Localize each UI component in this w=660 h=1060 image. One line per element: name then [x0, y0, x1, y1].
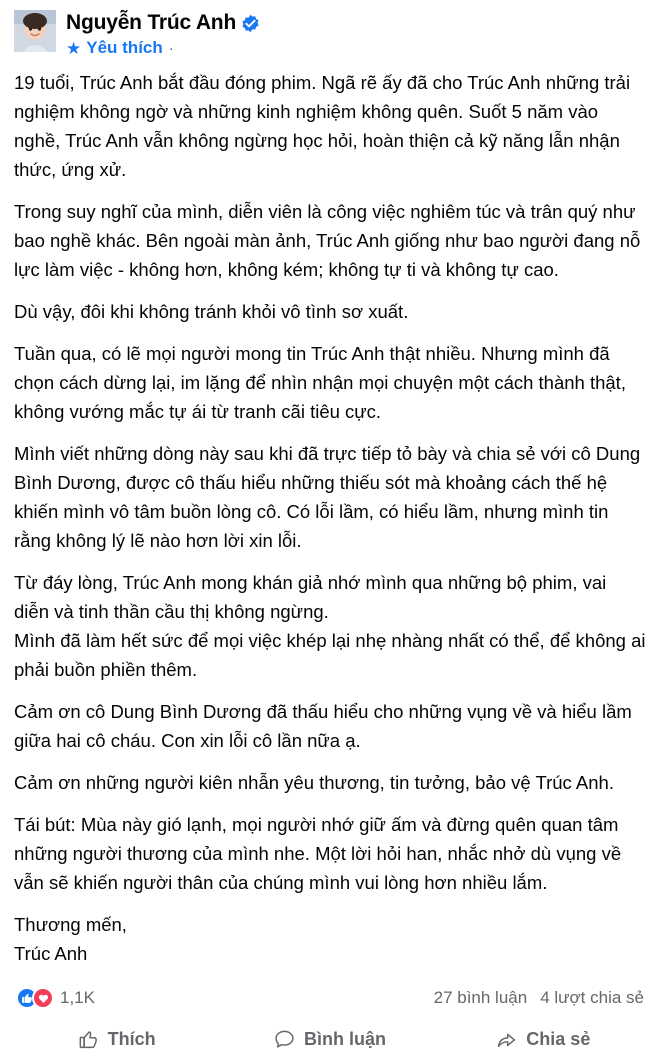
share-button[interactable] [437, 1021, 650, 1054]
reactions-summary[interactable] [16, 987, 95, 1009]
share-button-label: Chia sẻ [526, 1029, 591, 1049]
verified-icon [241, 14, 260, 33]
post-meta [66, 38, 260, 58]
comment-icon [274, 1029, 295, 1050]
meta-separator: · [168, 39, 174, 57]
post-paragraph: Trong suy nghĩ của mình, diễn viên là công việc nghiêm túc và trân quý như bao nghề khác. Bên ngoài màn ảnh, Trúc Anh giống như bao người đang nỗ lực làm việc - không hơn, không kém; không tự ti và không tự cao. [14, 201, 641, 280]
post-paragraph: Cảm ơn cô Dung Bình Dương đã thấu hiểu cho những vụng về và hiểu lầm giữa hai cô cháu. Con xin lỗi cô lần nữa ạ. [14, 701, 632, 751]
post-paragraph: Mình đã làm hết sức để mọi việc khép lại nhẹ nhàng nhất có thể, để không ai phải buồn phiền thêm. [14, 630, 646, 680]
comment-button[interactable] [223, 1021, 436, 1054]
post-paragraph: Tuần qua, có lẽ mọi người mong tin Trúc Anh thật nhiều. Nhưng mình đã chọn cách dừng lại, im lặng để nhìn nhận mọi chuyện một cách thành thật, không vướng mắc tự ái từ tranh cãi tiêu cực. [14, 343, 626, 422]
post-signoff: Thương mến, [14, 914, 127, 935]
post-paragraph: Từ đáy lòng, Trúc Anh mong khán giả nhớ mình qua những bộ phim, vai diễn và tinh thần cầu thị không ngừng. [14, 572, 607, 622]
post-paragraph: 19 tuổi, Trúc Anh bắt đầu đóng phim. Ngã rẽ ấy đã cho Trúc Anh những trải nghiệm không ngờ và những kinh nghiệm không quên. Suốt 5 năm vào nghề, Trúc Anh vẫn không ngừng học hỏi, hoàn thiện cả kỹ năng lẫn nhận thức, ứng xử. [14, 72, 631, 180]
post-header [0, 0, 660, 62]
post-header-text [66, 8, 260, 58]
post-paragraph: Mình viết những dòng này sau khi đã trực tiếp tỏ bày và chia sẻ với cô Dung Bình Dương, được cô thấu hiểu những thiếu sót mà khoảng cách thế hệ khiến mình vô tâm buồn lòng cô. Có lỗi lầm, có hiểu lầm, nhưng mình tin rằng không lý lẽ nào hơn lời xin lỗi. [14, 443, 641, 551]
action-bar [0, 1017, 660, 1060]
post-paragraph: Tái bút: Mùa này gió lạnh, mọi người nhớ giữ ấm và đừng quên quan tâm những người thương của mình nhe. Một lời hỏi han, nhắc nhở dù vụng về vẫn sẽ khiến người thân của chúng mình vui lòng hơn nhiều lắm. [14, 814, 622, 893]
reaction-icon-group [16, 987, 54, 1009]
like-button-label: Thích [107, 1029, 156, 1049]
reaction-count: 1,1K [60, 988, 95, 1007]
comment-count[interactable]: 27 bình luận [433, 988, 528, 1007]
thumbs-up-icon [78, 1029, 99, 1050]
avatar[interactable] [14, 10, 56, 52]
share-icon [496, 1029, 517, 1050]
share-count[interactable]: 4 lượt chia sẻ [540, 988, 644, 1007]
engagement-counts [434, 988, 644, 1008]
post-body [0, 62, 660, 981]
like-button[interactable] [10, 1021, 223, 1054]
post-paragraph: Cảm ơn những người kiên nhẫn yêu thương, tin tưởng, bảo vệ Trúc Anh. [14, 772, 614, 793]
comment-button-label: Bình luận [303, 1029, 386, 1049]
star-icon: ★ [66, 38, 82, 58]
heart-reaction-icon [32, 987, 54, 1009]
favorite-label[interactable]: Yêu thích [86, 38, 163, 57]
author-name[interactable]: Nguyễn Trúc Anh [66, 11, 237, 34]
post-signature: Trúc Anh [14, 943, 88, 964]
reaction-bar [0, 981, 660, 1017]
author-row [66, 10, 260, 35]
post-paragraph: Dù vậy, đôi khi không tránh khỏi vô tình sơ xuất. [14, 301, 409, 322]
